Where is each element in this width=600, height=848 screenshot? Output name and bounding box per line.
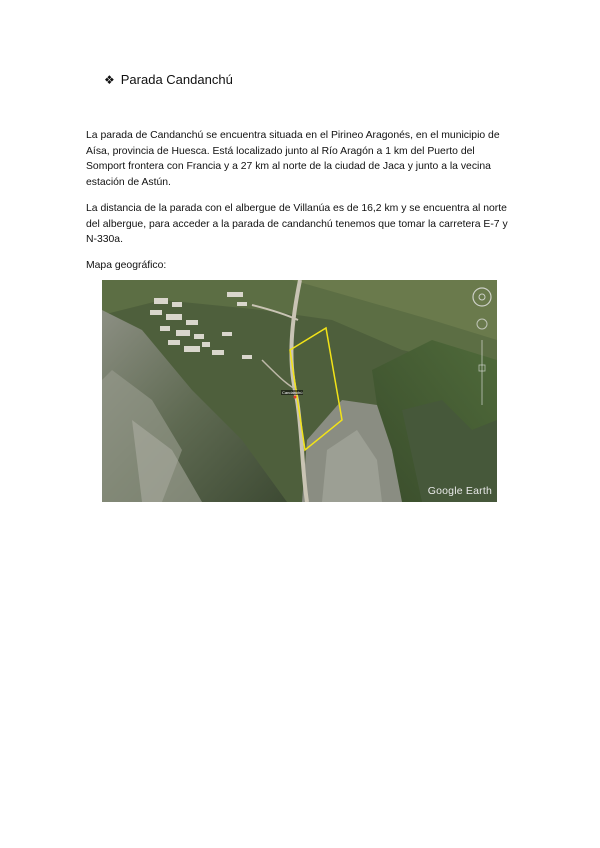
map-brand-watermark: Google Earth [427, 485, 492, 497]
section-title: Parada Candanchú [120, 72, 233, 87]
paragraph-location: La parada de Candanchú se encuentra situada en el Pirineo Aragonés, en el municipio de Aísa, provincia de Huesca. Está localizado junto al Río Aragón a 1 km del Puerto del Somport frontera con Francia y a 27 km al norte de la ciudad de Jaca y junto a la vecina estación de Astún. [86, 130, 500, 188]
satellite-map-image [102, 280, 497, 502]
paragraph-distance: La distancia de la parada con el albergue de Villanúa es de 16,2 km y se encuentra al norte del albergue, para acceder a la parada de candanchú tenemos que tomar la carretera E-7 y N-330a. [86, 203, 508, 245]
diamond-bullet-icon: ❖ [104, 72, 115, 87]
map-caption: Mapa geográfico: [86, 260, 167, 271]
placemark-pin-icon [294, 396, 297, 399]
placemark-label: Candanchú [282, 390, 303, 395]
section-heading [104, 72, 233, 87]
